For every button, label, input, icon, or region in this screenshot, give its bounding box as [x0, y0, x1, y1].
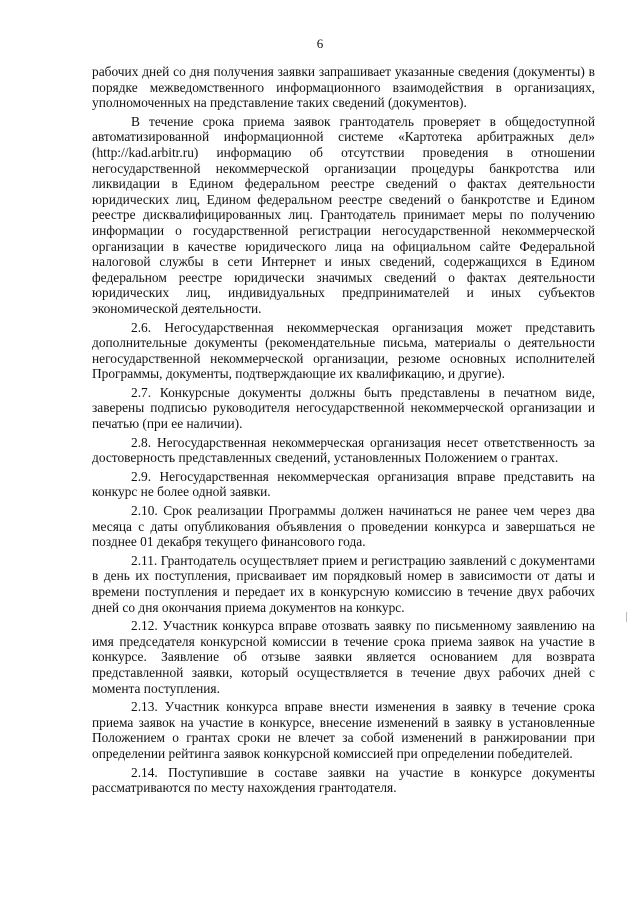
paragraph-2-10: 2.10. Срок реализации Программы должен начинаться не ранее чем через два месяца с даты опубликования объявления о проведении конкурса и завершаться не позднее 01 декабря текущего финансового года.	[92, 503, 595, 550]
paragraph-2-9: 2.9. Негосударственная некоммерческая организация вправе представить на конкурс не более одной заявки.	[92, 468, 595, 500]
paragraph-2-8: 2.8. Негосударственная некоммерческая организация несет ответственность за достоверность представленных сведений, установленных Положением о грантах.	[92, 434, 595, 466]
scan-margin-mark	[626, 612, 630, 622]
paragraph-2-13: 2.13. Участник конкурса вправе внести изменения в заявку в течение срока приема заявок на участие в конкурсе, внесение изменений в заявку в установленные Положением о грантах сроки не влечет за собой изменений в ранжировании при определении рейтинга заявок конкурсной комиссией при определении победителей.	[92, 699, 595, 761]
paragraph-2-6: 2.6. Негосударственная некоммерческая организация может представить дополнительные документы (рекомендательные письма, материалы о деятельности негосударственной некоммерческой организации, резюме основных исполнителей Программы, документы, подтверждающие их квалификацию, и другие).	[92, 319, 595, 382]
paragraph-2-12: 2.12. Участник конкурса вправе отозвать заявку по письменному заявлению на имя председателя конкурсной комиссии в течение срока приема заявок на участие в конкурсе. Заявление об отзыве заявки является основанием для возврата представленной заявки, который осуществляется в течение двух рабочих дней с момента поступления.	[92, 618, 595, 696]
paragraph-2-14: 2.14. Поступившие в составе заявки на участие в конкурсе документы рассматриваются по месту нахождения грантодателя.	[92, 764, 595, 796]
page-number: 6	[316, 36, 324, 51]
paragraph-2-7: 2.7. Конкурсные документы должны быть представлены в печатном виде, заверены подписью руководителя негосударственной некоммерческой организации и печатью (при ее наличии).	[92, 384, 595, 432]
paragraph-continuation: рабочих дней со дня получения заявки запрашивает указанные сведения (документы) в порядке межведомственного информационного взаимодействия в организациях, уполномоченных на представление таких сведений (документов).	[92, 64, 595, 111]
paragraph-2-11: 2.11. Грантодатель осуществляет прием и регистрацию заявлений с документами в день их поступления, присваивает им порядковый номер в зависимости от даты и времени поступления и передает их в конкурсную комиссию в течение двух рабочих дней со дня окончания приема документов на конкурс.	[92, 552, 595, 615]
paragraph-verification: В течение срока приема заявок грантодатель проверяет в общедоступной автоматизированной информационной системе «Картотека арбитражных дел» (http://kad.arbitr.ru) информацию об отсутствии проведения в отношении негосударственной некоммерческой организации процедуры банкротства или ликвидации в Едином федеральном реестре сведений о фактах деятельности юридических лиц, Едином федеральном реестре сведений о банкротстве и Едином реестре дисквалифицированных лиц. Грантодатель принимает меры по получению информации о государственной регистрации негосударственной некоммерческой организации в качестве юридического лица на официальном сайте Федеральной налоговой службы в сети Интернет и иных сведений, содержащихся в Едином федеральном реестре юридически значимых сведений о фактах деятельности юридических лиц, индивидуальных предпринимателей и иных субъектов экономической деятельности.	[92, 113, 595, 316]
document-body	[92, 64, 595, 796]
